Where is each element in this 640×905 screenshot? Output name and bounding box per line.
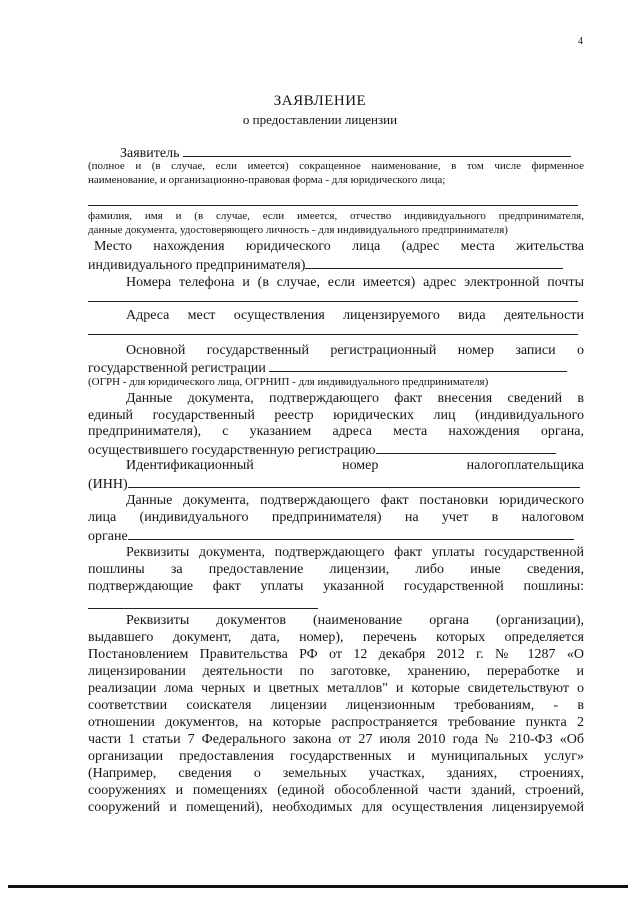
body-line: Номера телефона и (в случае, если имеется) адрес электронной почты <box>126 275 584 290</box>
body-line: соответствии соискателя лицензии лицензионным требованиям, - в <box>88 698 584 713</box>
hint-line: данные документа, удостоверяющего личность - для индивидуального предпринимателя) <box>88 224 508 236</box>
body-line: Основной государственный регистрационный номер записи о <box>126 343 584 358</box>
body-line: Идентификационный номер налогоплательщика <box>126 458 584 473</box>
body-line: части 1 статьи 7 Федерального закона от 27 июля 2010 года № 210-ФЗ «Об <box>88 732 584 747</box>
body-line: организации предоставления государственных и муниципальных услуг» <box>88 749 584 764</box>
body-line: выдавшего документ, дата, номер), перечень которых определяется <box>88 630 584 645</box>
fill-rule[interactable] <box>88 205 578 206</box>
body-text: осуществившего государственную регистрацию <box>88 443 376 458</box>
body-text: (ИНН) <box>88 477 128 492</box>
page-bottom-border <box>8 885 628 888</box>
body-line <box>88 359 584 375</box>
body-line: Реквизиты документов (наименование органа (организации), <box>126 613 584 628</box>
body-line <box>88 256 584 272</box>
hint-line: фамилия, имя и (в случае, если имеется, отчество индивидуального предпринимателя, <box>88 210 584 222</box>
page-number: 4 <box>578 36 583 47</box>
location-blank[interactable] <box>305 256 563 269</box>
body-line: лицензировании деятельности по заготовке, хранению, переработке и <box>88 664 584 679</box>
applicant-line <box>120 144 584 160</box>
body-line: сооружений и помещений), необходимых для осуществления лицензируемой <box>88 800 584 815</box>
document-subtitle: о предоставлении лицензии <box>242 112 398 127</box>
hint-line: наименование, и организационно-правовая форма - для юридического лица; <box>88 174 446 186</box>
body-line: Данные документа, подтверждающего факт внесения сведений в <box>126 391 584 406</box>
body-line: Постановлением Правительства РФ от 12 декабря 2012 г. № 1287 «О <box>88 647 584 662</box>
body-line: (Например, сведения о земельных участках, зданиях, строениях, <box>88 766 584 781</box>
body-line: Адреса мест осуществления лицензируемого вида деятельности <box>126 308 584 323</box>
body-line <box>88 527 584 543</box>
registration-blank[interactable] <box>376 441 556 454</box>
body-line: отношении документов, на которые распространяется требование пункта 2 <box>88 715 584 730</box>
body-line: подтверждающие факт уплаты указанной государственной пошлины: <box>88 579 584 594</box>
body-text: государственной регистрации <box>88 361 266 376</box>
fill-rule[interactable] <box>88 334 578 335</box>
hint-line: (полное и (в случае, если имеется) сокращенное наименование, в том числе фирменное <box>88 160 584 172</box>
ogrn-blank[interactable] <box>269 359 567 372</box>
body-line: предпринимателя), с указанием адреса места нахождения органа, <box>88 424 584 439</box>
fill-rule[interactable] <box>88 608 318 609</box>
document-title: ЗАЯВЛЕНИЕ <box>273 93 367 109</box>
hint-line: (ОГРН - для юридического лица, ОГРНИП - для индивидуального предпринимателя) <box>88 376 489 388</box>
body-line: единый государственный реестр юридических лиц (индивидуального <box>88 408 584 423</box>
inn-blank[interactable] <box>128 475 580 488</box>
body-line: реализации лома черных и цветных металлов" и которые свидетельствуют о <box>88 681 584 696</box>
body-line: пошлины за предоставление лицензии, либо иные сведения, <box>88 562 584 577</box>
applicant-blank[interactable] <box>183 144 571 157</box>
body-line <box>88 475 584 491</box>
body-line: лица (индивидуального предпринимателя) на учет в налоговом <box>88 510 584 525</box>
body-text: индивидуального предпринимателя) <box>88 258 306 273</box>
body-line: Данные документа, подтверждающего факт постановки юридического <box>126 493 584 508</box>
body-line: Реквизиты документа, подтверждающего факт уплаты государственной <box>126 545 584 560</box>
tax-blank[interactable] <box>128 527 574 540</box>
applicant-label: Заявитель <box>120 146 180 161</box>
body-line: Место нахождения юридического лица (адрес места жительства <box>94 239 584 254</box>
body-line: сооружениях и помещениях (единой обособленной части зданий, строений, <box>88 783 584 798</box>
body-line <box>88 441 584 457</box>
fill-rule[interactable] <box>88 301 578 302</box>
body-text: органе <box>88 529 128 544</box>
